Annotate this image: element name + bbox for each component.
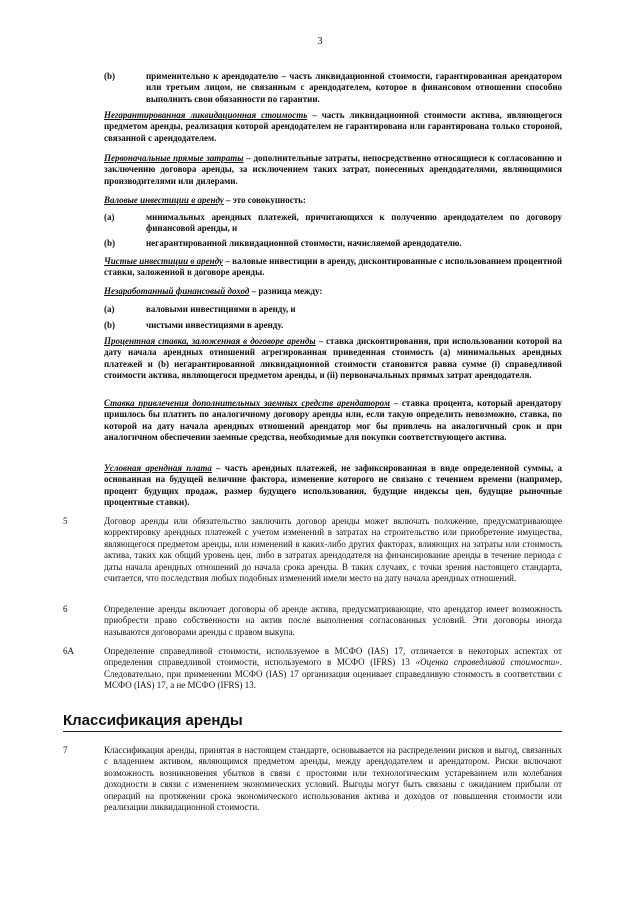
definition-term: Первоначальные прямые затраты [104,153,244,163]
paragraph-text: Договор аренды или обязательство заключить договор аренды может включать положение, предусматривающее корректировку арендных платежей с учетом изменений в затратах на строительство или приобретение имущества, являющегося предметом аренды, или изменений в каких-либо других факторах, влияющих на затраты или стоимость актива, таких как общий уровень цен, либо в затратах арендодателя на финансирование аренды в течение периода с даты начала арендных отношений до начала срока аренды. В таких случаях, с точки зрения настоящего стандарта, считается, что последствия любых подобных изменений имели место на дату начала арендных отношений. [104,516,562,584]
paragraph-text: Классификация аренды, принятая в настоящем стандарте, основывается на распределении рисков и выгод, связанных с владением активом, являющимся предметом аренды, между арендодателем и арендатором. Риски включают возможность возникновения убытков в связи с простоями или технологическим устареванием или колебания доходности в связи с изменением экономических условий. Выгоды могут быть связаны с ожиданием прибыли от операций на протяжении срока экономического использования актива и доходов от повышения стоимости или реализации ликвидационной стоимости. [104,745,562,813]
definition-text: – ставка дисконтирования, при использовании которой на дату начала арендных отношений агрегированная приведенная стоимость (a) минимальных арендных платежей и (b) негарантированной ликвидационной стоимости становится равна сумме (i) справедливой стоимости актива, являющегося предметом аренды, и (ii) первоначальных прямых затрат арендодателя. [104,336,562,381]
paragraph-text [104,646,562,692]
definition-incremental-rate [104,398,562,444]
definition-text: – часть ликвидационной стоимости актива, являющегося предметом аренды, реализация которой арендодателем не гарантирована или гарантирована только стороной, связанной с арендодателем. [104,110,562,143]
definition-term: Условная арендная плата [104,463,212,473]
item-text: негарантированной ликвидационной стоимости, начисляемой арендодателю. [146,238,462,248]
definition-text: – это совокупность: [223,195,306,205]
definition-text: – дополнительные затраты, непосредственно относящиеся к согласованию и заключению договора аренды, за исключением таких затрат, понесенных арендодателями, являющимися производителями или дилерами. [104,153,562,186]
item-text: чистыми инвестициями в аренду. [146,320,284,330]
definition-unearned-income [104,286,562,297]
item-text: валовыми инвестициями в аренду, и [146,304,296,314]
paragraph-number: 6 [63,604,68,614]
item-label: (a) [104,212,115,222]
definition-term: Негарантированная ликвидационная стоимость [104,110,308,120]
item-text: минимальных арендных платежей, причитающихся к получению арендодателем по договору финансовой аренды, и [146,212,562,234]
item-label: (b) [104,71,115,81]
definition-gross-investment [104,195,562,206]
definition-term: Ставка привлечения дополнительных заемных средств арендатором [104,398,391,408]
item-label: (b) [104,320,115,330]
definition-implicit-rate [104,336,562,382]
item-label: (b) [104,238,115,248]
definition-unguaranteed-residual [104,110,562,144]
item-text: применительно к арендодателю – часть ликвидационной стоимости, гарантированная арендатором или третьим лицом, не связанным с арендодателем, которое в финансовом отношении способно выполнить свои обязанности по гарантии. [146,71,562,104]
section-heading: Классификация аренды [63,712,562,732]
paragraph-number: 7 [63,745,68,755]
definition-text: – разница между: [249,286,323,296]
paragraph-number: 6A [63,646,74,656]
definition-text: – часть арендных платежей, не зафиксированная в виде определенной суммы, а основанная на будущей величине фактора, изменение которого не связано с течением времени (например, процент будущих продаж, размер будущего использования, будущие индексы цен, будущие рыночные процентные ставки). [104,463,563,508]
definition-term: Чистые инвестиции в аренду [104,256,224,266]
definition-term: Незаработанный финансовый доход [104,286,250,296]
definition-text: – ставка процента, который арендатору пришлось бы платить по аналогичному договору аренды или, если такую определить невозможно, ставка, по которой на дату начала арендных отношений арендатор мог бы привлечь на аналогичный срок и при аналогичном обеспечении заемные средства, необходимые для покупки соответствующего актива. [104,398,562,443]
paragraph-number: 5 [63,516,68,526]
definition-net-investment [104,256,562,279]
item-label: (a) [104,304,115,314]
standard-reference: «Оценка справедливой стоимости» [415,657,560,668]
definition-term: Процентная ставка, заложенная в договоре аренды [104,336,316,346]
paragraph-text-part: . Следовательно, при применении МСФО (IAS) 17 организация оценивает справедливую стоимость в соответствии с МСФО (IAS) 17, а не МСФО (IFRS) 13. [104,657,562,691]
definition-term: Валовые инвестиции в аренду [104,195,224,205]
page-number: 3 [317,36,323,47]
definition-text: – валовые инвестиции в аренду, дисконтированные с использованием процентной ставки, заложенной в договоре аренды. [104,256,563,278]
definition-initial-direct-costs [104,153,562,187]
definition-contingent-rent [104,463,562,509]
paragraph-text: Определение аренды включает договоры об аренде актива, предусматривающие, что арендатор имеет возможность приобрести право собственности на актив после выполнения согласованных условий. Эти договоры иногда называются договорами аренды с правом выкупа. [104,604,562,637]
paragraph-text-part: Определение справедливой стоимости, используемое в МСФО (IAS) 17, отличается в некоторых аспектах от определения справедливой стоимости, используемого в МСФО (IFRS) 13 [104,646,562,668]
